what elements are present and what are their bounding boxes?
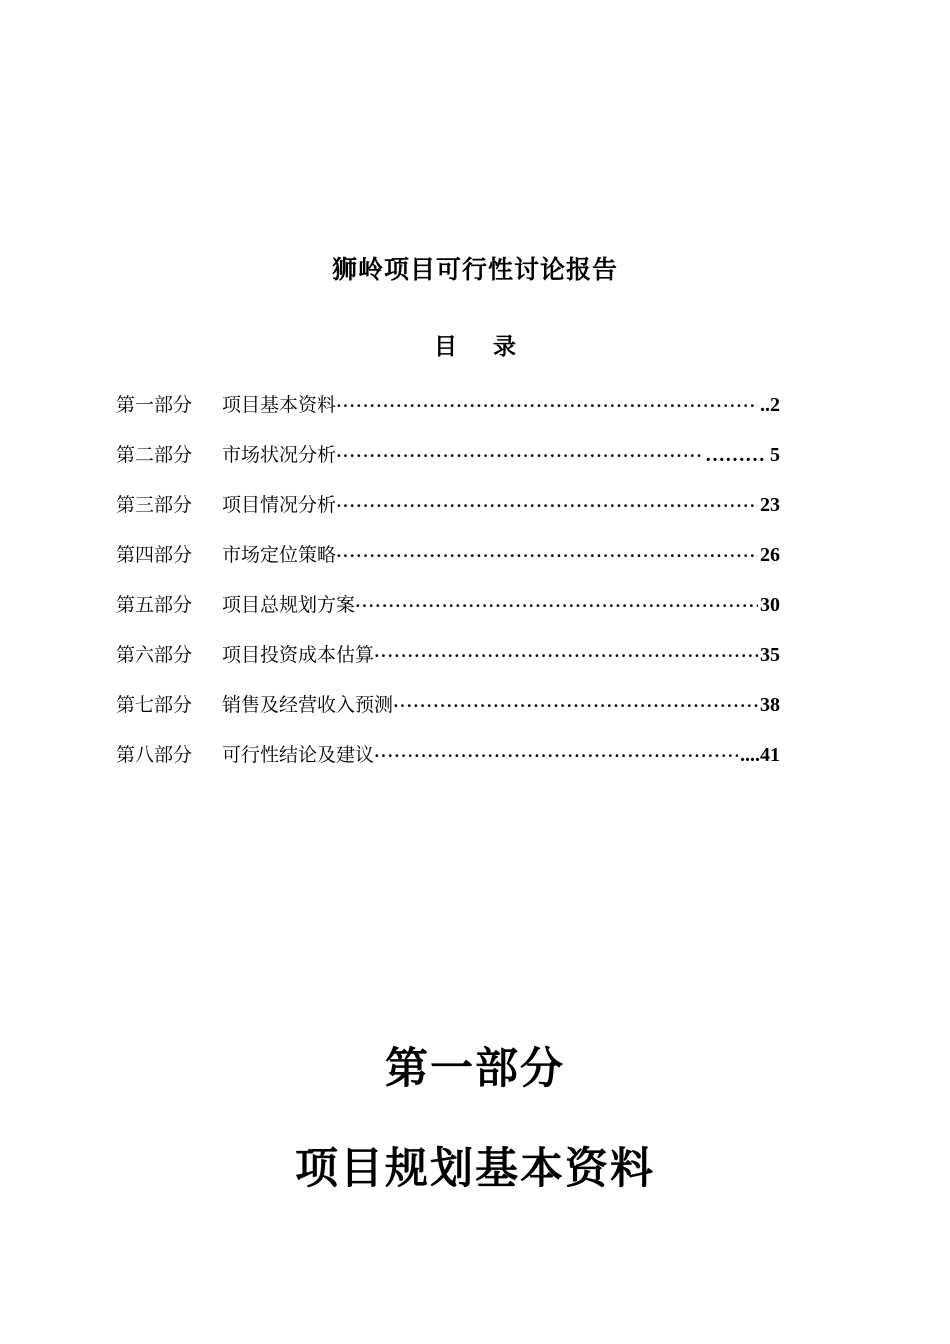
toc-section-name: 项目总规划方案 [222,594,356,616]
toc-section-name: 可行性结论及建议 [222,744,375,766]
toc-section-name: 项目基本资料 [222,394,337,416]
toc-entry[interactable] [116,390,780,440]
toc-page-number: ..2 [760,394,780,416]
toc-leader-dots [355,596,758,616]
toc-entry[interactable] [116,640,780,690]
toc-leader-dots [336,396,758,416]
toc-leader-dots [374,646,758,666]
toc-heading: 目 录 [433,334,530,360]
toc-page-number: 26 [760,544,780,566]
toc-section-name: 市场定位策略 [222,544,337,566]
toc-part-label: 第三部分 [116,494,193,516]
toc-leader-dots [336,496,758,516]
toc-section-name: 销售及经营收入预测 [222,694,394,716]
section-number-heading: 第一部分 [385,1044,565,1094]
toc-part-label: 第二部分 [116,444,193,466]
toc-leader-dots [374,746,738,766]
table-of-contents [116,390,780,790]
toc-page-number: ……… 5 [705,444,780,466]
toc-entry[interactable] [116,590,780,640]
toc-entry[interactable] [116,690,780,740]
toc-page-number: 38 [760,694,780,716]
toc-section-name: 项目投资成本估算 [222,644,375,666]
toc-entry[interactable] [116,440,780,490]
toc-part-label: 第七部分 [116,694,193,716]
toc-page-number: 35 [760,644,780,666]
toc-section-name: 市场状况分析 [222,444,337,466]
toc-page-number: 30 [760,594,780,616]
toc-part-label: 第五部分 [116,594,193,616]
toc-leader-dots [336,546,758,566]
toc-entry[interactable] [116,740,780,790]
toc-part-label: 第四部分 [116,544,193,566]
toc-leader-dots [336,446,703,466]
toc-part-label: 第八部分 [116,744,193,766]
toc-entry[interactable] [116,540,780,590]
section-title-heading: 项目规划基本资料 [295,1144,655,1194]
document-title: 狮岭项目可行性讨论报告 [331,255,618,284]
toc-section-name: 项目情况分析 [222,494,337,516]
toc-page-number: 23 [760,494,780,516]
toc-leader-dots [393,696,758,716]
toc-part-label: 第六部分 [116,644,193,666]
toc-entry[interactable] [116,490,780,540]
toc-part-label: 第一部分 [116,394,193,416]
toc-page-number: ....41 [740,744,780,766]
